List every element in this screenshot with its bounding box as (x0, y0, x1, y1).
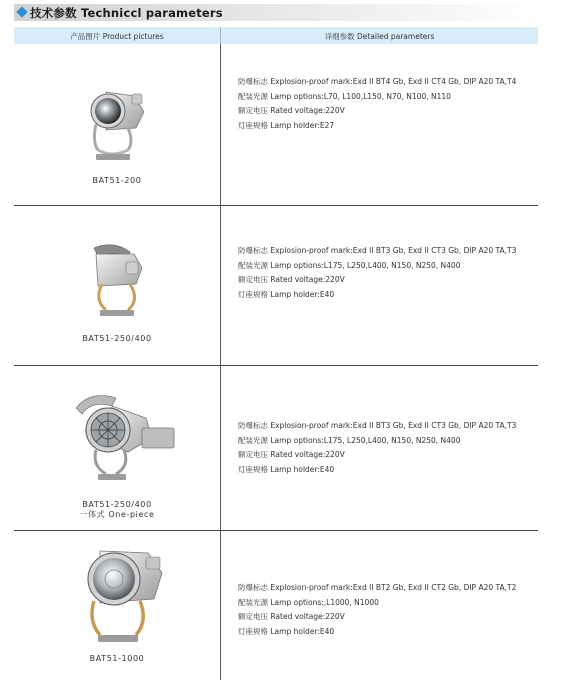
header-product-pictures: 产品图片 Product pictures (70, 32, 164, 41)
column-divider (220, 531, 221, 680)
spec-lamp-options: 配装光源 Lamp options:L175, L250,L400, N150, N250, N400 (238, 260, 461, 270)
product-name-subtitle: 一体式 One-piece (79, 510, 155, 519)
spec-explosion-proof-mark: 防爆标志 Explosion-proof mark:Exd II BT3 Gb, Exd II CT3 Gb, DIP A20 TA,T3 (238, 421, 517, 430)
table-row (14, 206, 538, 365)
spec-lamp-holder: 灯座规格 Lamp holder:E40 (238, 464, 335, 474)
diamond-bullet-icon (16, 6, 27, 17)
product-name: BAT51-250/400 (82, 500, 152, 509)
spec-lamp-options: 配装光源 Lamp options:L175, L250,L400, N150, N250, N400 (238, 435, 461, 445)
product-name: BAT51-200 (92, 176, 142, 185)
column-divider (220, 206, 221, 365)
section-title: 技术参数 Techniccl parameters (30, 6, 223, 20)
spec-list (238, 419, 516, 477)
table-header (14, 27, 538, 44)
section-title-bar (14, 4, 544, 21)
spec-lamp-holder: 灯座规格 Lamp holder:E40 (238, 289, 335, 299)
table-row (14, 531, 538, 680)
spec-list (238, 244, 516, 302)
spec-explosion-proof-mark: 防爆标志 Explosion-proof mark:Exd II BT2 Gb, Exd II CT2 Gb, DIP A20 TA,T2 (238, 583, 517, 592)
spec-lamp-options: 配装光源 Lamp options:,L1000, N1000 (238, 597, 379, 607)
spec-explosion-proof-mark: 防爆标志 Explosion-proof mark:Exd II BT3 Gb, Exd II CT3 Gb, DIP A20 TA,T3 (238, 246, 517, 255)
table-row (14, 44, 538, 205)
product-name: BAT51-1000 (89, 654, 145, 663)
column-divider (220, 366, 221, 530)
spec-explosion-proof-mark: 防爆标志 Explosion-proof mark:Exd II BT4 Gb, Exd II CT4 Gb, DIP A20 TA,T4 (238, 77, 517, 86)
floodlight-bat51-one-piece-image (72, 388, 184, 484)
spec-rated-voltage: 额定电压 Rated voltage:220V (238, 106, 345, 115)
floodlight-bat51-200-image (84, 84, 154, 169)
header-detailed-parameters: 详细参数 Detailed parameters (324, 32, 435, 41)
spec-lamp-options: 配装光源 Lamp options:L70, L100,L150, N70, N100, N110 (238, 91, 451, 101)
spec-list (238, 75, 516, 133)
floodlight-bat51-250-400-image (84, 238, 154, 324)
spec-rated-voltage: 额定电压 Rated voltage:220V (238, 275, 345, 284)
product-name: BAT51-250/400 (82, 334, 152, 343)
spec-rated-voltage: 额定电压 Rated voltage:220V (238, 612, 345, 621)
table-row (14, 366, 538, 530)
spec-lamp-holder: 灯座规格 Lamp holder:E40 (238, 626, 335, 636)
spec-list (238, 581, 516, 639)
floodlight-bat51-1000-image (80, 543, 170, 649)
spec-lamp-holder: 灯座规格 Lamp holder:E27 (238, 120, 335, 130)
spec-rated-voltage: 额定电压 Rated voltage:220V (238, 450, 345, 459)
column-divider (220, 44, 221, 205)
